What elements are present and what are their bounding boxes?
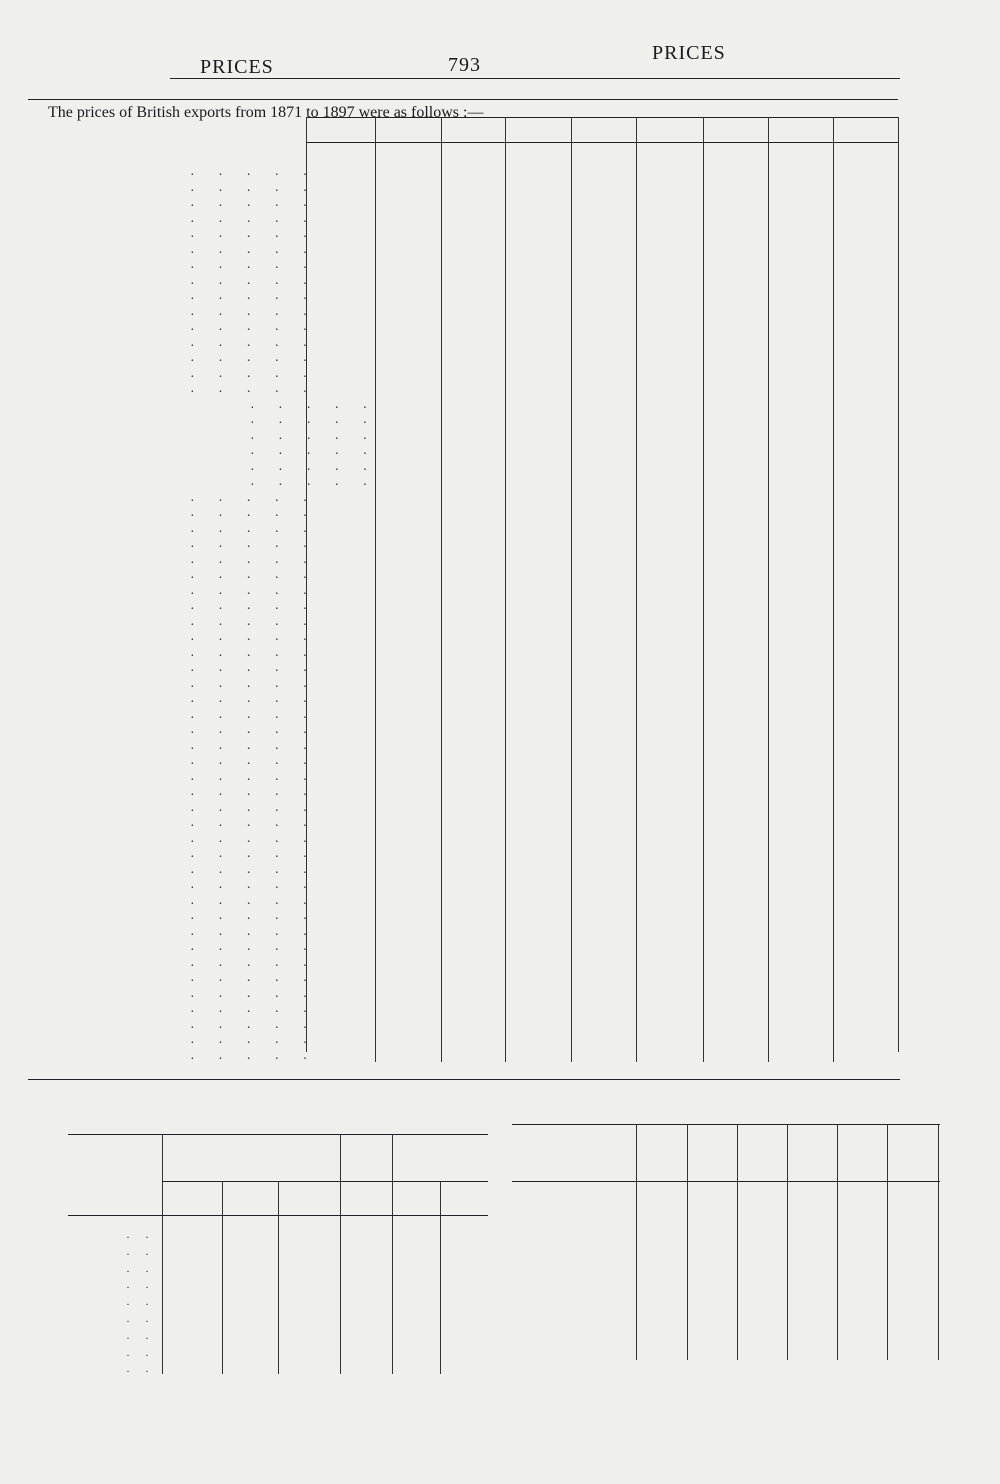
- row-leader-dots: · ·: [126, 1364, 155, 1379]
- exports-head-rule: [306, 117, 898, 118]
- us-col-line: [636, 1124, 637, 1360]
- italy-head-under: [68, 1215, 488, 1216]
- row-leader-dots: · · · · ·: [190, 648, 318, 664]
- row-leader-dots: · · · · ·: [190, 803, 318, 819]
- row-leader-dots: · · · · ·: [190, 912, 318, 927]
- us-col-line: [938, 1124, 939, 1360]
- exports-col-line: [833, 117, 834, 1062]
- italy-col-line: [440, 1181, 441, 1374]
- row-leader-dots: · · · · ·: [190, 586, 318, 602]
- us-head-under: [512, 1181, 940, 1182]
- exports-top-rule: [28, 99, 898, 100]
- row-leader-dots: · · · · ·: [190, 757, 318, 772]
- row-leader-dots: · · · · ·: [190, 633, 318, 648]
- row-leader-dots: · · · · ·: [190, 927, 318, 943]
- row-leader-dots: · · · · ·: [190, 1051, 318, 1067]
- row-leader-dots: · ·: [126, 1297, 155, 1312]
- italy-group-rule: [162, 1181, 488, 1182]
- row-leader-dots: · ·: [126, 1263, 155, 1278]
- row-leader-dots: · · · · ·: [190, 695, 318, 710]
- row-leader-dots: · · · · ·: [190, 710, 318, 726]
- running-head-left: PRICES: [200, 56, 274, 78]
- exports-col-line: [768, 117, 769, 1062]
- row-leader-dots: · · · · ·: [250, 478, 378, 493]
- exports-col-line: [636, 117, 637, 1062]
- row-leader-dots: · · · · ·: [190, 338, 318, 354]
- row-leader-dots: · ·: [126, 1280, 155, 1295]
- italy-col-line: [392, 1134, 393, 1374]
- italy-col-line: [162, 1134, 163, 1374]
- row-leader-dots: · · · · ·: [190, 509, 318, 524]
- exports-bottom-rule: [28, 1079, 900, 1080]
- row-leader-dots: · · · · ·: [190, 664, 318, 679]
- row-leader-dots: · · · · ·: [190, 385, 318, 400]
- row-leader-dots: · · · · ·: [190, 679, 318, 695]
- row-leader-dots: · · · · ·: [190, 555, 318, 571]
- exports-col-line: [505, 117, 506, 1062]
- row-leader-dots: · · · · ·: [190, 1020, 318, 1036]
- row-leader-dots: · · · · ·: [250, 462, 378, 478]
- row-leader-dots: · · · · ·: [190, 1036, 318, 1051]
- row-leader-dots: · · · · ·: [190, 245, 318, 261]
- row-leader-dots: · · · · ·: [190, 602, 318, 617]
- italy-col-line: [278, 1181, 279, 1374]
- row-leader-dots: · · · · ·: [190, 168, 318, 183]
- row-leader-dots: · · · · ·: [190, 865, 318, 881]
- row-leader-dots: · · · · ·: [190, 214, 318, 230]
- row-leader-dots: · · · · ·: [190, 850, 318, 865]
- row-leader-dots: · · · · ·: [190, 276, 318, 292]
- row-leader-dots: · · · · ·: [190, 974, 318, 989]
- row-leader-dots: · · · · ·: [190, 881, 318, 896]
- us-col-line: [787, 1124, 788, 1360]
- row-leader-dots: · · · · ·: [190, 323, 318, 338]
- row-leader-dots: · · · · ·: [190, 292, 318, 307]
- row-leader-dots: · ·: [126, 1330, 155, 1345]
- header-rule: [170, 78, 900, 79]
- row-leader-dots: · · · · ·: [190, 199, 318, 214]
- row-leader-dots: · · · · ·: [190, 524, 318, 540]
- row-leader-dots: · · · · ·: [190, 943, 318, 958]
- italy-top-rule: [68, 1134, 488, 1135]
- row-leader-dots: · · · · ·: [190, 617, 318, 633]
- exports-col-line: [441, 117, 442, 1062]
- exports-col-line: [703, 117, 704, 1062]
- row-leader-dots: · · · · ·: [250, 447, 378, 462]
- row-leader-dots: · · · · ·: [190, 1005, 318, 1020]
- row-leader-dots: · · · · ·: [190, 958, 318, 974]
- exports-intro: The prices of British exports from 1871 to 1897 were as follows :—: [48, 104, 484, 121]
- row-leader-dots: · · · · ·: [190, 307, 318, 323]
- row-leader-dots: · · · · ·: [190, 772, 318, 788]
- us-top-rule: [512, 1124, 940, 1125]
- running-head-right: PRICES: [652, 42, 726, 64]
- row-leader-dots: · · · · ·: [250, 416, 378, 431]
- exports-head-under: [306, 142, 898, 143]
- row-leader-dots: · · · · ·: [190, 183, 318, 199]
- row-leader-dots: · · · · ·: [190, 493, 318, 509]
- page-number: 793: [448, 54, 481, 76]
- exports-col-line: [375, 117, 376, 1062]
- row-leader-dots: · · · · ·: [190, 819, 318, 834]
- row-leader-dots: · · · · ·: [190, 540, 318, 555]
- row-leader-dots: · · · · ·: [250, 431, 378, 447]
- row-leader-dots: · ·: [126, 1347, 155, 1362]
- italy-col-line: [222, 1181, 223, 1374]
- row-leader-dots: · · · · ·: [190, 896, 318, 912]
- row-leader-dots: · · · · ·: [190, 571, 318, 586]
- row-leader-dots: · · · · ·: [190, 726, 318, 741]
- us-col-line: [837, 1124, 838, 1360]
- row-leader-dots: · · · · ·: [190, 230, 318, 245]
- exports-col-line: [898, 117, 899, 1052]
- row-leader-dots: · · · · ·: [190, 741, 318, 757]
- row-leader-dots: · · · · ·: [190, 261, 318, 276]
- row-leader-dots: · ·: [126, 1314, 155, 1328]
- row-leader-dots: · · · · ·: [190, 354, 318, 369]
- us-col-line: [737, 1124, 738, 1360]
- us-col-line: [887, 1124, 888, 1360]
- exports-col-line: [571, 117, 572, 1062]
- italy-col-line: [340, 1134, 341, 1374]
- row-leader-dots: · ·: [126, 1246, 155, 1261]
- us-col-line: [687, 1124, 688, 1360]
- row-leader-dots: · · · · ·: [190, 989, 318, 1005]
- row-leader-dots: · · · · ·: [190, 369, 318, 385]
- row-leader-dots: · · · · ·: [190, 788, 318, 803]
- row-leader-dots: · ·: [126, 1230, 155, 1244]
- row-leader-dots: · · · · ·: [190, 834, 318, 850]
- row-leader-dots: · · · · ·: [250, 400, 378, 416]
